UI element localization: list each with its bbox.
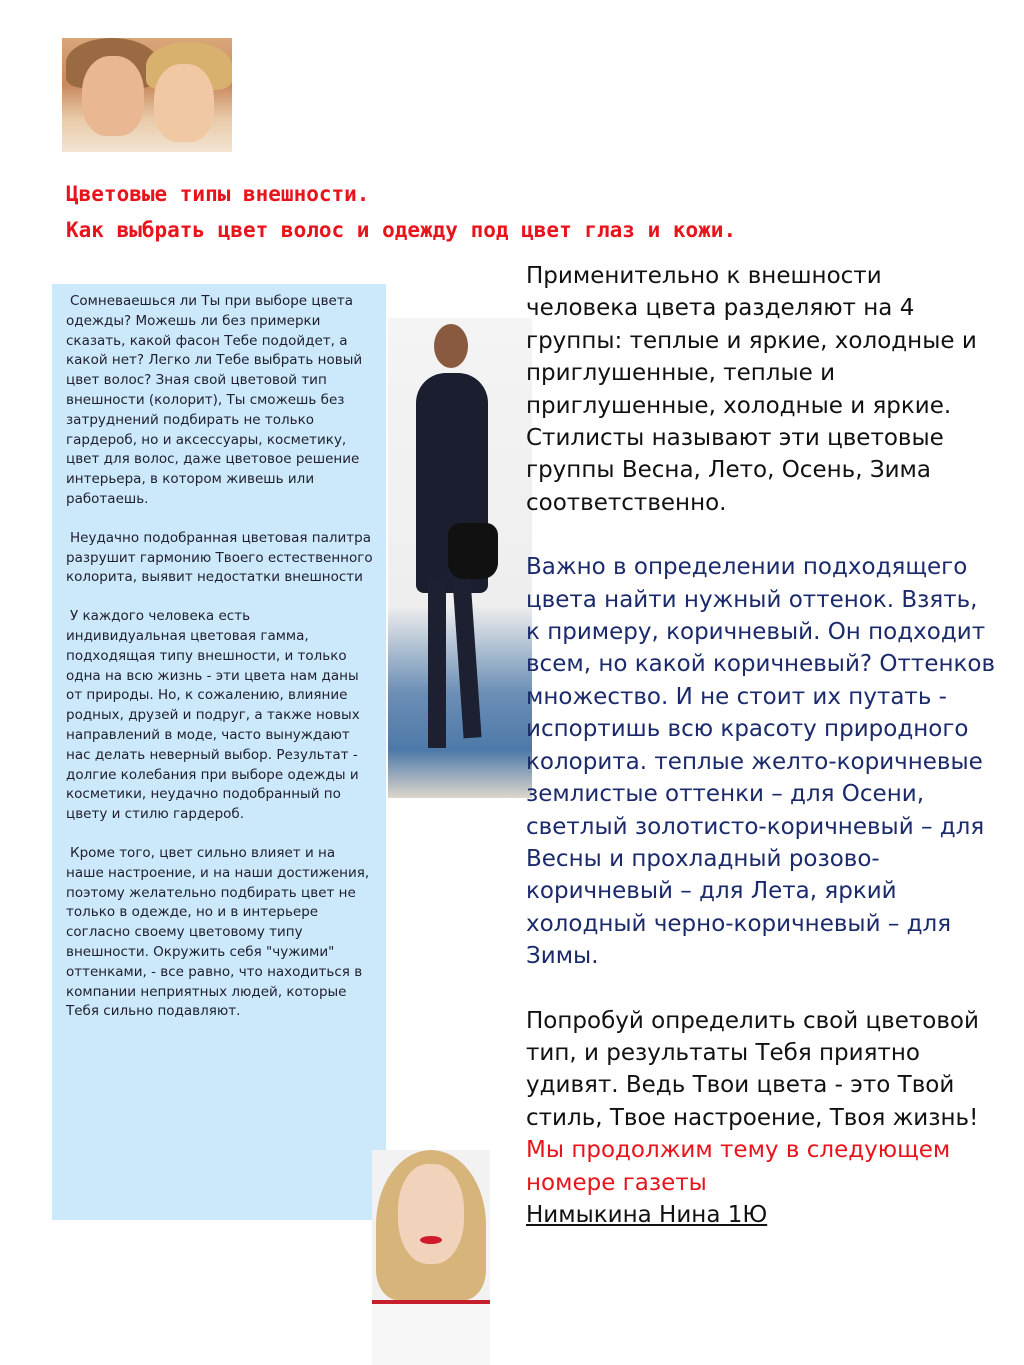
headline-line-1: Цветовые типы внешности. [66,182,370,206]
main-column [526,260,996,1231]
author-signature: Нимыкина Нина 1Ю [526,1201,768,1228]
article-headline [66,176,966,248]
main-paragraph-groups: Применительно к внешности человека цвета разделяют на 4 группы: теплые и яркие, холодные и приглушенные, теплые и приглушенные, холодные и яркие. Стилисты называют эти цветовые группы Весна, Лето, Осень, Зима соответственно. [526,263,977,516]
blonde-woman-photo [372,1150,490,1365]
sidebar-paragraph: Неудачно подобранная цветовая палитра разрушит гармонию Твоего естественного колорита, выявит недостатки внешности [66,529,373,586]
main-paragraph-shades: Важно в определении подходящего цвета найти нужный оттенок. Взять, к примеру, коричневый. Он подходит всем, но какой коричневый? Оттенков множество. И не стоит их путать - испортишь всю красоту природного колорита. теплые желто-коричневые землистые оттенки – для Осени, светлый золотисто-коричневый – для Весны и прохладный розово-коричневый – для Лета, яркий холодный черно-коричневый – для Зимы. [526,554,996,970]
sidebar-paragraph: Сомневаешься ли Ты при выборе цвета одежды? Можешь ли без примерки сказать, какой фасон Тебе подойдет, а какой нет? Легко ли Тебе выбрать новый цвет волос? Зная свой цветовой тип внешности (колорит), Ты сможешь без затруднений подбирать не только гардероб, но и аксессуары, косметику, цвет для волос, даже цветовое решение интерьера, в котором живешь или работаешь. [66,293,363,507]
continuation-note: Мы продолжим тему в следующем номере газеты [526,1137,951,1196]
sidebar-text [66,292,374,1041]
two-women-photo [62,38,232,152]
woman-in-suit-photo [388,318,532,798]
headline-line-2: Как выбрать цвет волос и одежду под цвет глаз и кожи. [66,218,737,242]
sidebar-paragraph: Кроме того, цвет сильно влияет и на наше настроение, и на наши достижения, поэтому желательно подбирать цвет не только в одежде, но и в интерьере согласно своему цветовому типу внешности. Окружить себя "чужими" оттенками, - все равно, что находиться в компании неприятных людей, которые Тебя сильно подавляют. [66,844,370,1020]
sidebar-paragraph: У каждого человека есть индивидуальная цветовая гамма, подходящая типу внешности, и только одна на всю жизнь - эти цвета нам даны от природы. Но, к сожалению, влияние родных, друзей и подруг, а также новых направлений в моде, часто вынуждают нас делать неверный выбор. Результат - долгие колебания при выборе одежды и косметики, неудачно подобранный по цвету и стилю гардероб. [66,608,360,823]
main-paragraph-try: Попробуй определить свой цветовой тип, и результаты Тебя приятно удивят. Ведь Твои цвета - это Твой стиль, Твое настроение, Твоя жизнь! [526,1007,979,1131]
